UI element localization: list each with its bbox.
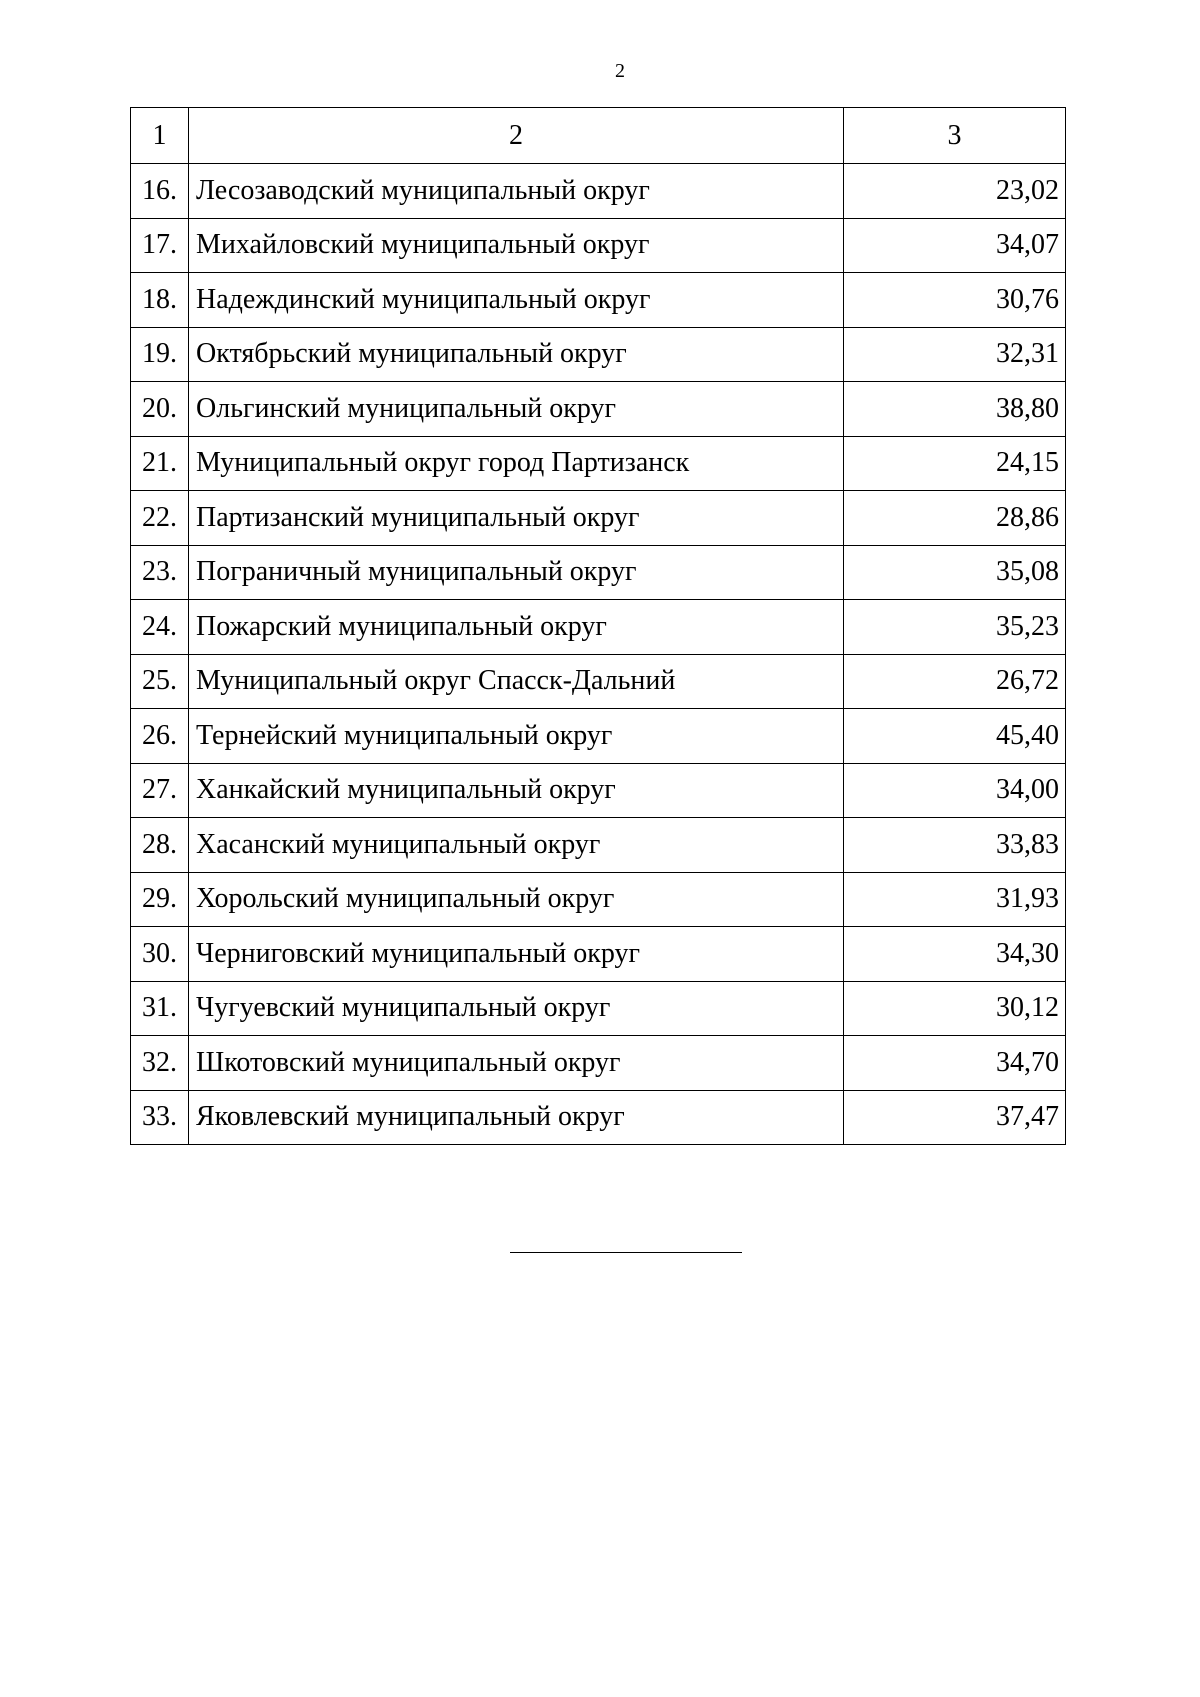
page-number: 2 [615, 60, 625, 82]
table-row [131, 1090, 1066, 1145]
row-number-cell: 25. [131, 654, 189, 709]
table-row [131, 545, 1066, 600]
table-row [131, 491, 1066, 546]
row-number-cell: 31. [131, 981, 189, 1036]
value-cell: 23,02 [844, 164, 1066, 219]
district-name-cell: Пограничный муниципальный округ [189, 545, 844, 600]
table-row [131, 382, 1066, 437]
header-cell-3: 3 [844, 108, 1066, 164]
row-number-cell: 29. [131, 872, 189, 927]
table-row [131, 164, 1066, 219]
row-number-cell: 28. [131, 818, 189, 873]
row-number-cell: 20. [131, 382, 189, 437]
value-cell: 24,15 [844, 436, 1066, 491]
district-name-cell: Яковлевский муниципальный округ [189, 1090, 844, 1145]
value-cell: 35,08 [844, 545, 1066, 600]
table-row [131, 709, 1066, 764]
table-row [131, 927, 1066, 982]
row-number-cell: 32. [131, 1036, 189, 1091]
value-cell: 31,93 [844, 872, 1066, 927]
district-name-cell: Пожарский муниципальный округ [189, 600, 844, 655]
value-cell: 33,83 [844, 818, 1066, 873]
value-cell: 30,12 [844, 981, 1066, 1036]
table-row [131, 818, 1066, 873]
district-name-cell: Лесозаводский муниципальный округ [189, 164, 844, 219]
row-number-cell: 18. [131, 273, 189, 328]
table-row [131, 654, 1066, 709]
row-number-cell: 30. [131, 927, 189, 982]
value-cell: 34,07 [844, 218, 1066, 273]
table-header-row [131, 108, 1066, 164]
district-name-cell: Муниципальный округ Спасск-Дальний [189, 654, 844, 709]
table-row [131, 218, 1066, 273]
district-name-cell: Хасанский муниципальный округ [189, 818, 844, 873]
value-cell: 34,00 [844, 763, 1066, 818]
table-row [131, 600, 1066, 655]
row-number-cell: 33. [131, 1090, 189, 1145]
district-name-cell: Октябрьский муниципальный округ [189, 327, 844, 382]
district-name-cell: Ольгинский муниципальный округ [189, 382, 844, 437]
row-number-cell: 27. [131, 763, 189, 818]
row-number-cell: 24. [131, 600, 189, 655]
value-cell: 34,30 [844, 927, 1066, 982]
row-number-cell: 21. [131, 436, 189, 491]
row-number-cell: 22. [131, 491, 189, 546]
value-cell: 32,31 [844, 327, 1066, 382]
district-name-cell: Тернейский муниципальный округ [189, 709, 844, 764]
value-cell: 45,40 [844, 709, 1066, 764]
table-row [131, 763, 1066, 818]
header-cell-1: 1 [131, 108, 189, 164]
district-name-cell: Хорольский муниципальный округ [189, 872, 844, 927]
district-name-cell: Михайловский муниципальный округ [189, 218, 844, 273]
value-cell: 30,76 [844, 273, 1066, 328]
district-name-cell: Черниговский муниципальный округ [189, 927, 844, 982]
district-name-cell: Надеждинский муниципальный округ [189, 273, 844, 328]
table-row [131, 872, 1066, 927]
table-row [131, 1036, 1066, 1091]
value-cell: 28,86 [844, 491, 1066, 546]
header-cell-2: 2 [189, 108, 844, 164]
value-cell: 38,80 [844, 382, 1066, 437]
value-cell: 37,47 [844, 1090, 1066, 1145]
district-name-cell: Чугуевский муниципальный округ [189, 981, 844, 1036]
district-name-cell: Шкотовский муниципальный округ [189, 1036, 844, 1091]
district-name-cell: Муниципальный округ город Партизанск [189, 436, 844, 491]
table-row [131, 436, 1066, 491]
row-number-cell: 26. [131, 709, 189, 764]
value-cell: 35,23 [844, 600, 1066, 655]
row-number-cell: 16. [131, 164, 189, 219]
value-cell: 26,72 [844, 654, 1066, 709]
table-row [131, 327, 1066, 382]
municipal-districts-table [130, 107, 1066, 1145]
row-number-cell: 17. [131, 218, 189, 273]
value-cell: 34,70 [844, 1036, 1066, 1091]
row-number-cell: 19. [131, 327, 189, 382]
district-name-cell: Ханкайский муниципальный округ [189, 763, 844, 818]
row-number-cell: 23. [131, 545, 189, 600]
district-name-cell: Партизанский муниципальный округ [189, 491, 844, 546]
closing-rule [510, 1252, 742, 1253]
table-row [131, 981, 1066, 1036]
table-row [131, 273, 1066, 328]
